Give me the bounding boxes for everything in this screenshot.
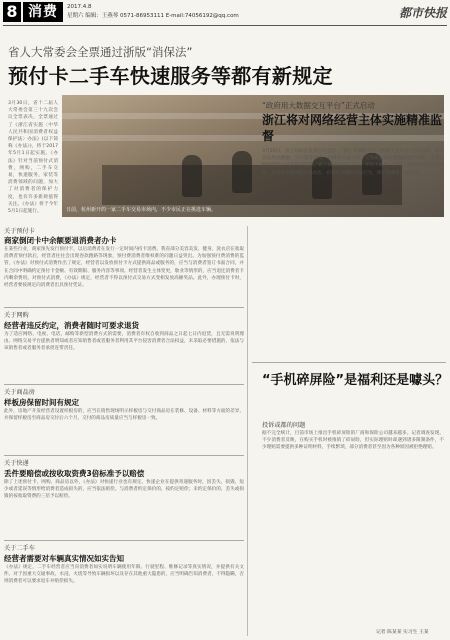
issue-date: 2017.4.8 [67,4,92,10]
right-story-body: 3月29日，省工商局在杭州召开会议，“浙江省网络交易大数据交互平台”正式启动。该平台运用大数据、云计算等技术，对网络交易主体、交易商品等海量数据进行分析，实现对网络经营主体的精准监管。省工商局副局长表示，平台上线后，全省工商系统将能更加及时、准确地掌握网络市场动态，有效打击网络违法行为，保护消费者合法权益。 [262,149,444,176]
sec1-body: 在某些行业，商家预先发行预付卡，以后消费者在发行一定时间内持卡消费。我省部分美容美发、健身、洗衣店在收取消费者预付款后，经营者往往会出现卷款跑路等现象，预付费消费者维权难的问题日益突出。为加强预付费消费的监管，《办法》对预付式消费作出了规定，经营者以发放预付卡方式提供商品或服务的，应当与消费者签订书面合同，并在合同中明确约定预付卡金额、有效期限、服务内容等事项。经营者发生主体变更，歇业等情形的，应当退还消费者卡内剩余费用。对预付式消费，《办法》规定，经营者不得以预付式交易方式变相发放高额奖品。此外，办理预付卡时，经营者要按规定向消费者出具预付凭证。 [4,247,244,289]
masthead-rule [3,25,447,26]
second-story-title: “手机碎屏险”是福利还是噱头？ [262,373,449,388]
editor-contact: 星期六 编辑：王燕琴 0571-86953111 E-mail:74056192@qq.com [67,13,239,19]
sec4-body: 除了上述预付卡、网购、商品房以外，《办法》对快递行业也有规定。快递企业在提供寄递服务时，因丢失、损毁、短少或者延误等情形给消费者造成损失的，应当依法赔偿。与消费者约定保价的，按约定赔偿；未约定保价的，丢失或损毁的按收取资费的三倍予以赔偿。 [4,480,244,500]
right-story-title: 浙江将对网络经营主体实施精准监督 [262,113,443,143]
sec5-label: 关于二手车 [4,545,35,552]
sec5-heading: 经营者需要对车辆真实情况如实告知 [4,554,124,563]
second-story-section: 投诉或都的问题 [262,422,306,429]
sec5-body: 《办法》规定，二手车经营者应当向消费者如实说明车辆使用年限、行驶里程、维修记录等真实情况，并提供有关文件。对于因重大交通事故、水浸、火烧等导致车辆损坏以及存在其他重大隐患的，应当明确告知消费者，不得隐瞒，否则消费者可以要求退车并赔偿损失。 [4,565,244,585]
sec3-heading: 样板房保留时间有规定 [4,398,79,407]
lead-headline: 预付卡二手车快速服务等都有新规定 [8,64,333,88]
sec1-label: 关于预付卡 [4,228,35,235]
lead-kicker: 省人大常委会全票通过浙版“消保法” [8,45,193,59]
lead-intro: 3月30日，省十二届人大常委会第三十九次会议全票表决，全票通过了《浙江省实施〈中华人民共和国消费者权益保护法〉办法》(以下简称《办法》)，将于2017年5月1日起实施。《办法》针对当前预付式消费，网购，二手车交易，快递服务，家装等消费领域的问题，加大了对消费者的保护力度，也有许多新规值得关注。《办法》将于今年5月1日起施行。 [8,101,58,215]
byline: 记者 陈某某 实习生 王某 [376,630,429,635]
masthead-info [67,3,239,21]
masthead [3,2,447,24]
sec2-heading: 经营者违反约定，消费者随时可要求退货 [4,321,139,330]
second-story-body: 据不完全统计，目前市场上推出手机碎屏险的厂商和保险公司越来越多。记者调查发现，不少消费者反映，在购买手机时被推销了碎屏险，但实际理赔时却遇到诸多限制条件，不少理赔需要提供多种证明材料，手续繁琐，部分消费者甚至因为各种原因被拒绝理赔。 [262,431,444,451]
page-number: 8 [3,2,21,22]
sec3-body: 此外，房地产开发经营者设置样板房的，应当在销售现场明示样板房与交付商品房在装修、设备、材料等方面的差异，并保留样板房至商品房交付后六个月，交付的商品房质量应当与样板房一致。 [4,409,244,422]
sec2-label: 关于网购 [4,312,29,319]
right-story-kicker: “政府用大数据交互平台”正式启动 [262,101,375,110]
newspaper-logo: 都市快报 [398,6,447,20]
sec2-body: 为了适应网络、电视、电话、邮购等新型消费方式的需要，消费者有权自收到商品之日起七日内退货，且无需说明理由。网络交易平台提供者明知或者应知销售者或者服务者利用其平台侵害消费者合法权益，未采取必要措施的，依法与该销售者或者服务者承担连带责任。 [4,332,244,352]
sec1-heading: 商家倒闭卡中余额要退消费者办卡 [4,236,117,245]
sec4-label: 关于快递 [4,460,29,467]
section-title: 消费 [23,2,63,22]
sec4-heading: 丢件要赔偿或按收取资费3倍标准予以赔偿 [4,469,145,478]
sec3-label: 关于商品房 [4,389,35,396]
photo-caption: 日前，杭州新开的一家二手车交易市场内，不少市民正在挑选车辆。 [66,207,217,213]
